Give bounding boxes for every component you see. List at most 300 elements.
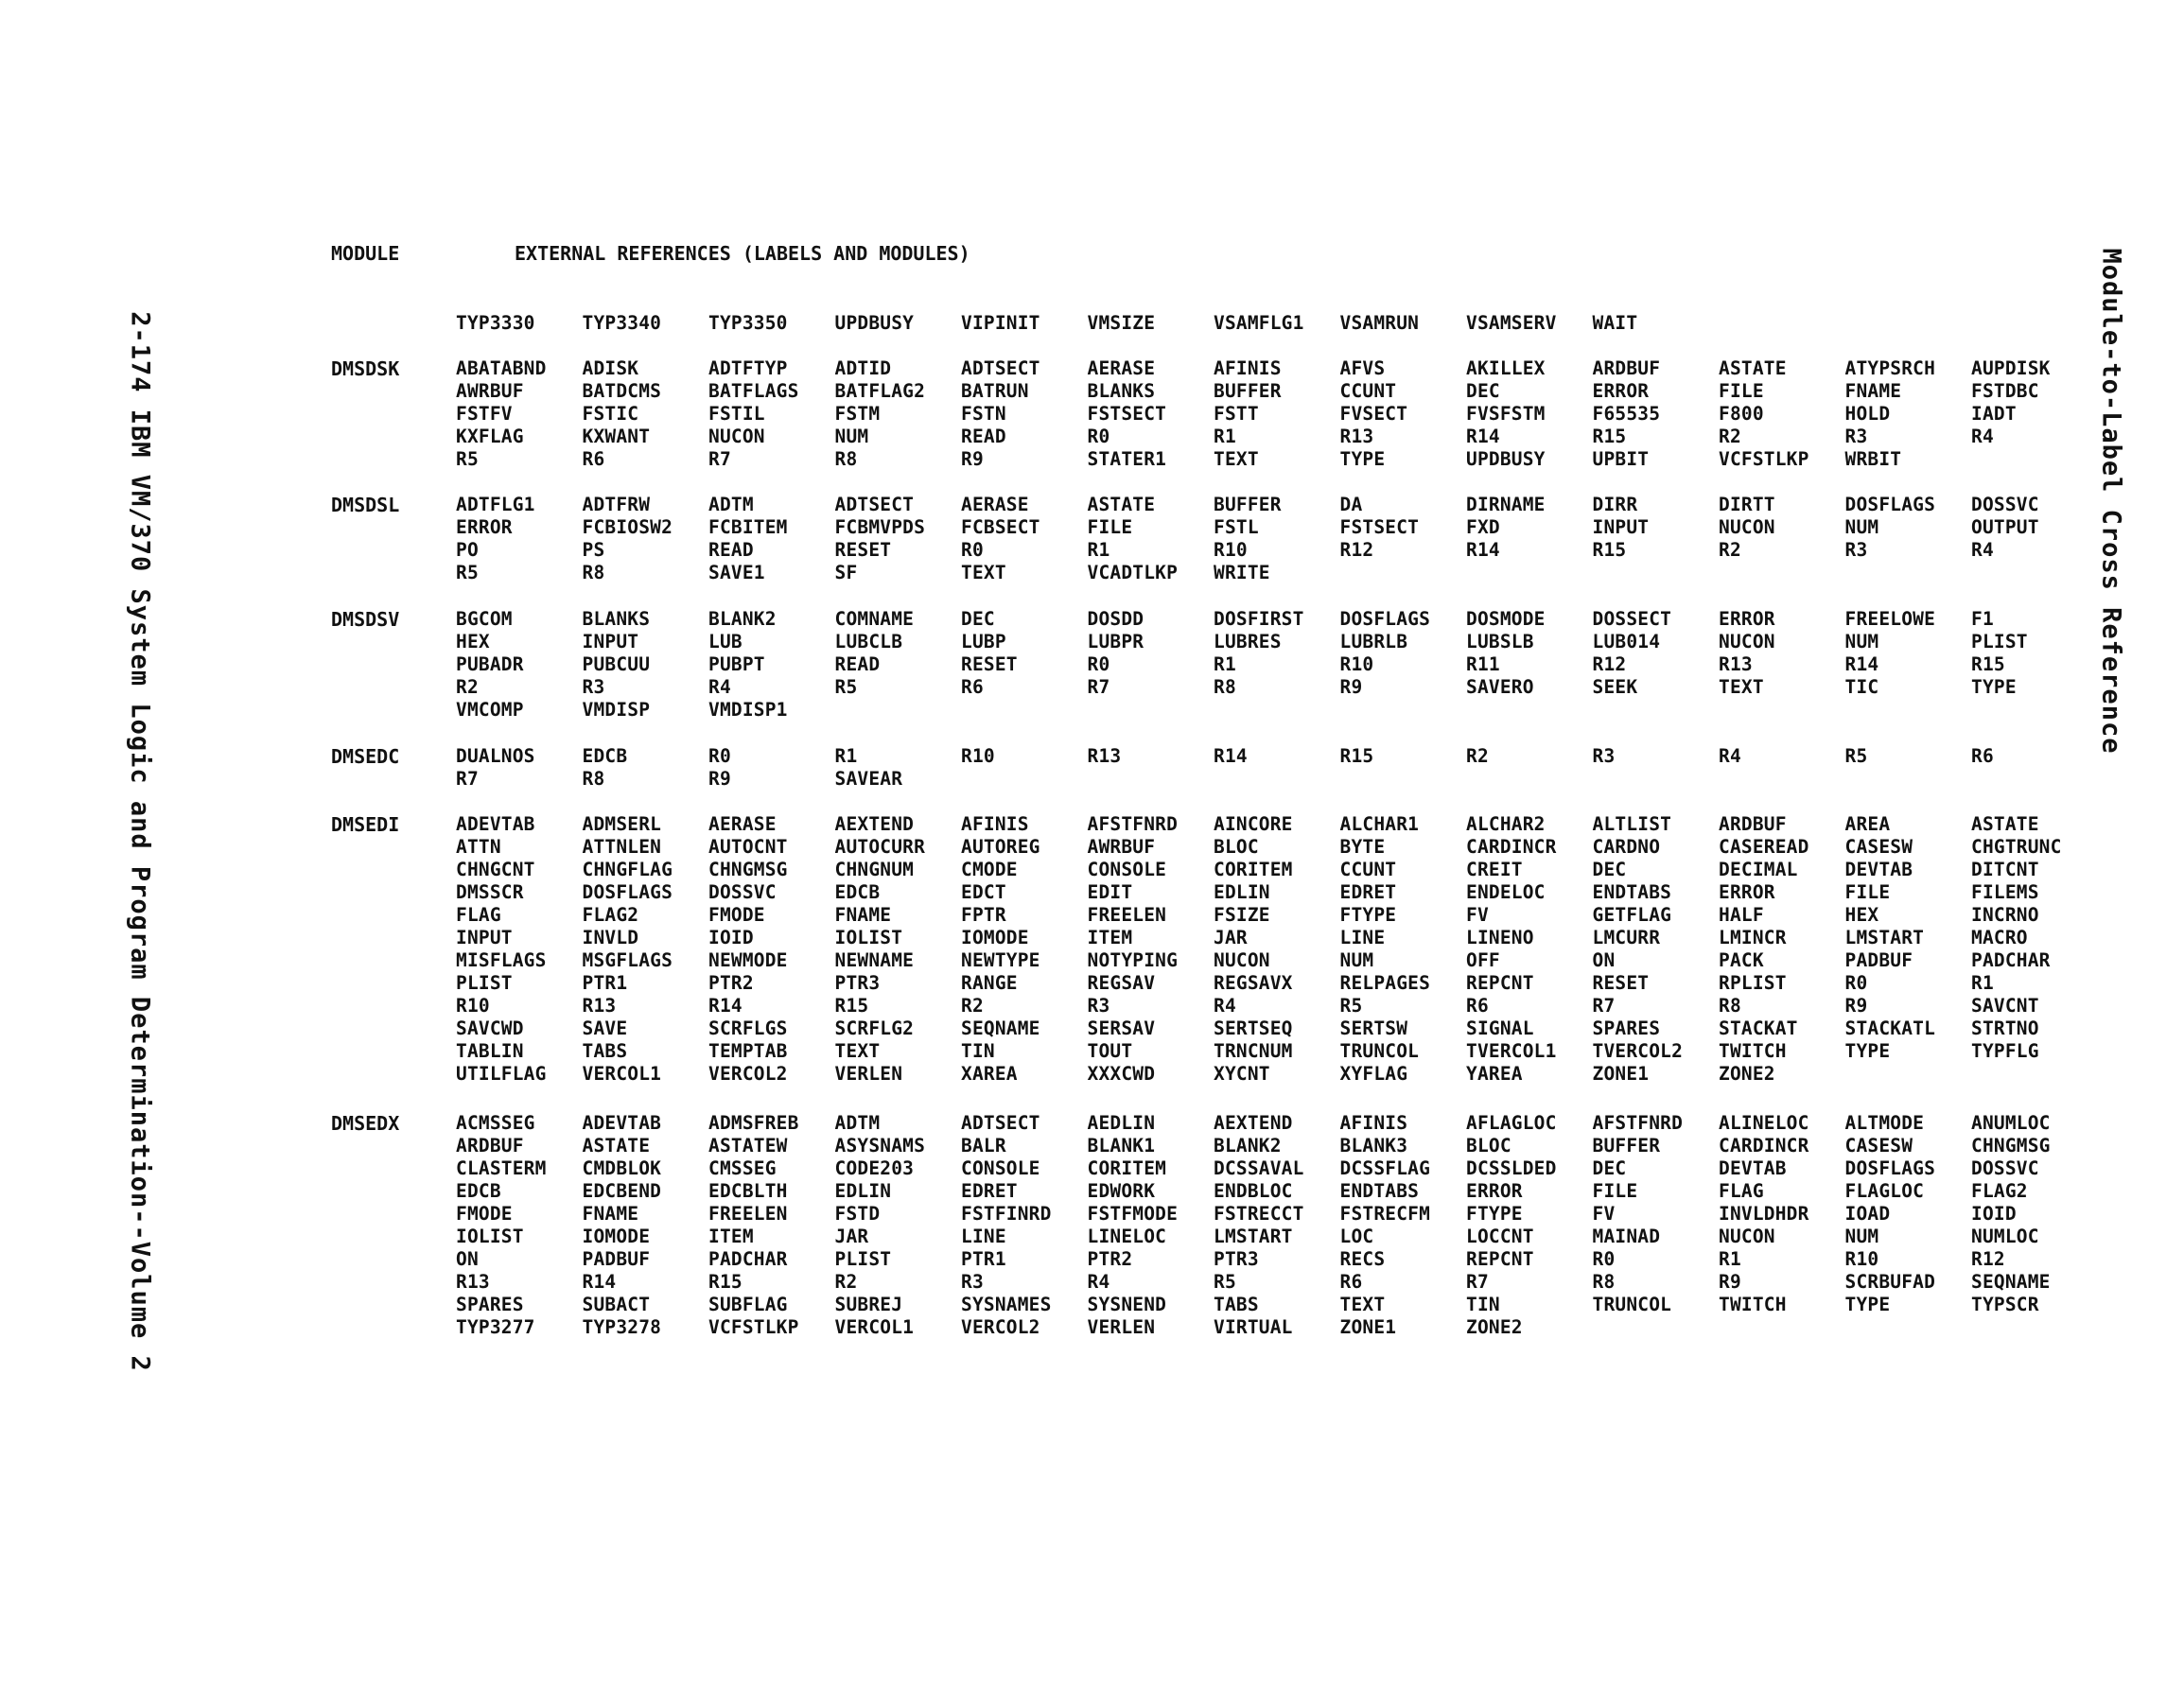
reference-label: SUBACT [582,1294,651,1315]
reference-label: FSTFINRD [961,1203,1052,1225]
reference-label: ADEVTAB [582,1112,662,1134]
reference-label: TEMPTAB [708,1040,788,1062]
reference-grid [456,357,2098,471]
reference-label: R9 [1719,1271,1741,1293]
reference-label: SCRBUFAD [1844,1271,1936,1293]
reference-label: R0 [1087,426,1110,447]
reference-label: TYPE [1844,1294,1891,1315]
reference-label: SAVE [582,1017,628,1039]
reference-label: TRUNCOL [1592,1294,1672,1315]
reference-label: FTYPE [1466,1203,1523,1225]
reference-label: R9 [708,768,731,790]
reference-label: ALCHAR2 [1466,813,1546,835]
reference-label: R7 [708,448,731,470]
reference-label: ADMSFREB [708,1112,799,1134]
reference-label: DIRTT [1719,494,1775,515]
reference-label: TYPE [1844,1040,1891,1062]
reference-label: R4 [1971,426,1994,447]
reference-label: R8 [834,448,858,470]
reference-label: INVLD [582,927,639,948]
reference-label: BUFFER [1214,494,1282,515]
reference-label: SF [834,562,858,583]
reference-label: ASYSNAMS [834,1135,926,1157]
reference-label: SPARES [1592,1017,1661,1039]
reference-label: FLAG2 [1971,1180,2028,1202]
reference-label: R14 [1466,426,1500,447]
reference-label: R13 [1719,653,1753,675]
reference-label: ATTN [456,836,501,858]
reference-label: R8 [1592,1271,1616,1293]
reference-label: TIN [1466,1294,1500,1315]
reference-label: IOID [1971,1203,2017,1225]
reference-label: ZONE1 [1592,1063,1650,1085]
reference-label: AFINIS [1214,357,1282,379]
reference-label: LINE [1339,927,1386,948]
reference-label: AEDLIN [1087,1112,1156,1134]
reference-label: YAREA [1466,1063,1523,1085]
reference-label: AFINIS [1339,1112,1408,1134]
reference-label: SYSNAMES [961,1294,1052,1315]
reference-label: R15 [1339,745,1374,767]
reference-label: VCFSTLKP [1719,448,1809,470]
reference-label: CASESW [1844,836,1913,858]
reference-label: NUCON [1719,1226,1775,1247]
reference-label: EDRET [961,1180,1018,1202]
reference-label: NUM [1844,516,1879,538]
reference-label: LOCCNT [1466,1226,1534,1247]
reference-label: FSTRECCT [1214,1203,1304,1225]
reference-label: FSTIC [582,403,639,425]
reference-label: DCSSFLAG [1339,1157,1431,1179]
reference-label: ZONE1 [1339,1316,1397,1338]
reference-label: R8 [1214,676,1236,698]
reference-label: VIRTUAL [1214,1316,1293,1338]
reference-label: WRBIT [1844,448,1902,470]
reference-label: FV [1592,1203,1616,1225]
reference-label: CONSOLE [961,1157,1040,1179]
reference-label: INPUT [456,927,513,948]
reference-label: FREELOWE [1844,608,1936,630]
reference-label: R6 [1339,1271,1363,1293]
reference-label: LINELOC [1087,1226,1167,1247]
reference-label: VSAMFLG1 [1214,312,1304,334]
reference-label: NUCON [1719,631,1775,652]
reference-label: IOMODE [582,1226,651,1247]
reference-label: DOSFLAGS [1844,494,1936,515]
reference-label: R14 [708,995,743,1017]
reference-label: FSTRECFM [1339,1203,1431,1225]
reference-grid [456,1112,2098,1339]
reference-label: LUBSLB [1466,631,1534,652]
reference-label: MSGFLAGS [582,949,673,971]
reference-label: R5 [456,562,479,583]
reference-label: EDCBEND [582,1180,662,1202]
reference-label: LUBPR [1087,631,1144,652]
reference-label: R5 [834,676,858,698]
reference-label: RANGE [961,972,1018,994]
reference-label: ERROR [1466,1180,1523,1202]
reference-label: ALTLIST [1592,813,1672,835]
reference-label: INPUT [1592,516,1650,538]
reference-label: FSTD [834,1203,881,1225]
reference-label: ABATABND [456,357,547,379]
reference-label: BLANK1 [1087,1135,1156,1157]
reference-label: ARDBUF [1592,357,1661,379]
reference-label: DOSSVC [1971,494,2039,515]
reference-label: DOSDD [1087,608,1144,630]
module-column-header: MODULE [331,242,400,265]
reference-label: BLOC [1466,1135,1511,1157]
reference-label: LINENO [1466,927,1534,948]
reference-label: AERASE [708,813,777,835]
reference-label: DCSSLDED [1466,1157,1557,1179]
reference-label: PUBCUU [582,653,651,675]
reference-label: BLANK3 [1339,1135,1408,1157]
reference-label: INVLDHDR [1719,1203,1809,1225]
reference-label: ADTFRW [582,494,651,515]
reference-label: R3 [1844,539,1868,561]
reference-label: LUB014 [1592,631,1661,652]
reference-label: SCRFLGS [708,1017,788,1039]
reference-label: R1 [1087,539,1110,561]
reference-label: FILE [1592,1180,1638,1202]
reference-label: AREA [1844,813,1891,835]
reference-label: R2 [1719,539,1741,561]
reference-label: VERCOL2 [708,1063,788,1085]
reference-label: VERCOL2 [961,1316,1040,1338]
reference-label: PTR2 [708,972,754,994]
reference-label: INCRNO [1971,904,2039,926]
reference-label: IOID [708,927,754,948]
reference-label: R10 [456,995,490,1017]
reference-label: CLASTERM [456,1157,547,1179]
reference-label: AUPDISK [1971,357,2051,379]
reference-label: ADISK [582,357,639,379]
reference-label: DUALNOS [456,745,535,767]
reference-label: READ [708,539,754,561]
reference-label: ERROR [1592,380,1650,402]
reference-label: IOAD [1844,1203,1891,1225]
reference-label: R8 [582,768,605,790]
reference-label: ASTATEW [708,1135,788,1157]
reference-label: KXFLAG [456,426,524,447]
reference-label: FILE [1844,881,1891,903]
reference-label: KXWANT [582,426,651,447]
reference-label: TYPFLG [1971,1040,2039,1062]
reference-label: R2 [1466,745,1489,767]
reference-label: FVSFSTM [1466,403,1546,425]
reference-label: R13 [1087,745,1122,767]
reference-label: PLIST [456,972,513,994]
reference-label: CMSSEG [708,1157,777,1179]
reference-label: NUCON [708,426,765,447]
reference-label: FNAME [834,904,892,926]
reference-label: STACKAT [1719,1017,1798,1039]
reference-label: DOSSECT [1592,608,1672,630]
reference-label: RESET [834,539,892,561]
reference-label: DOSFLAGS [1339,608,1431,630]
reference-label: F1 [1971,608,1994,630]
reference-label: TABS [582,1040,628,1062]
reference-label: BLOC [1214,836,1259,858]
reference-grid [456,494,2098,584]
reference-label: DCSSAVAL [1214,1157,1304,1179]
reference-label: FCBITEM [708,516,788,538]
reference-label: DEVTAB [1719,1157,1787,1179]
reference-label: IOMODE [961,927,1029,948]
reference-label: PS [582,539,605,561]
reference-label: FNAME [1844,380,1902,402]
reference-label: LUBCLB [834,631,903,652]
reference-label: REPCNT [1466,1248,1534,1270]
reference-label: VCADTLKP [1087,562,1179,583]
reference-label: IOLIST [834,927,903,948]
reference-label: ADTM [708,494,754,515]
reference-label: R12 [1971,1248,2005,1270]
reference-label: DEC [1592,1157,1627,1179]
reference-label: EDLIN [1214,881,1270,903]
reference-label: VERCOL1 [834,1316,915,1338]
reference-label: SERTSW [1339,1017,1408,1039]
reference-label: R10 [961,745,995,767]
reference-label: LMCURR [1592,927,1661,948]
reference-label: DOSSVC [708,881,777,903]
reference-label: DOSFLAGS [1844,1157,1936,1179]
reference-label: FTYPE [1339,904,1397,926]
reference-label: R15 [708,1271,743,1293]
reference-label: MAINAD [1592,1226,1661,1247]
reference-label: CASESW [1844,1135,1913,1157]
reference-label: FCBIOSW2 [582,516,673,538]
page-side-title: 2-174 IBM VM/370 System Logic and Program Determination--Volume 2 [125,311,155,1372]
reference-label: FSIZE [1214,904,1270,926]
reference-label: AFLAGLOC [1466,1112,1557,1134]
reference-label: ATTNLEN [582,836,662,858]
reference-label: BATDCMS [582,380,662,402]
reference-label: REGSAV [1087,972,1156,994]
reference-label: VMDISP1 [708,699,788,721]
reference-grid [456,608,2098,722]
reference-label: ATYPSRCH [1844,357,1936,379]
reference-label: BLANK2 [708,608,777,630]
section-side-title: Module-to-Label Cross Reference [2096,248,2126,755]
reference-label: TYP3350 [708,312,788,334]
reference-label: AWRBUF [456,380,524,402]
reference-label: ADMSERL [582,813,662,835]
reference-label: DECIMAL [1719,859,1798,880]
module-name: DMSEDX [331,1112,400,1135]
reference-label: ERROR [1719,608,1775,630]
reference-label: R4 [1719,745,1741,767]
reference-label: R10 [1844,1248,1879,1270]
reference-label: VSAMRUN [1339,312,1420,334]
reference-label: PUBPT [708,653,765,675]
reference-label: R4 [708,676,731,698]
module-name: DMSDSV [331,608,400,631]
reference-label: ARDBUF [1719,813,1787,835]
reference-label: SAVE1 [708,562,765,583]
reference-label: ENDTABS [1592,881,1672,903]
reference-label: FPTR [961,904,1006,926]
reference-label: TABS [1214,1294,1259,1315]
reference-label: XYFLAG [1339,1063,1408,1085]
reference-label: AUTOREG [961,836,1040,858]
reference-label: R14 [1844,653,1879,675]
reference-label: R12 [1339,539,1374,561]
reference-label: ADTFLG1 [456,494,535,515]
reference-label: R15 [1971,653,2005,675]
reference-label: ASTATE [1719,357,1787,379]
reference-label: PTR1 [961,1248,1006,1270]
reference-label: R3 [1087,995,1110,1017]
reference-label: R1 [1214,426,1236,447]
reference-label: R0 [1087,653,1110,675]
reference-label: NUCON [1719,516,1775,538]
reference-label: ADTSECT [834,494,915,515]
reference-label: AINCORE [1214,813,1293,835]
reference-label: HALF [1719,904,1764,926]
reference-label: LMSTART [1214,1226,1293,1247]
reference-label: FREELEN [708,1203,788,1225]
reference-label: R1 [834,745,858,767]
reference-label: DMSSCR [456,881,524,903]
reference-label: CMDBLOK [582,1157,662,1179]
reference-label: AERASE [1087,357,1156,379]
reference-label: BATFLAGS [708,380,799,402]
reference-label: AFVS [1339,357,1386,379]
reference-label: TWITCH [1719,1040,1787,1062]
reference-label: ADTID [834,357,892,379]
reference-label: ADTM [834,1112,881,1134]
reference-label: FSTIL [708,403,765,425]
reference-label: SAVCWD [456,1017,524,1039]
reference-label: RECS [1339,1248,1386,1270]
reference-label: SYSNEND [1087,1294,1167,1315]
reference-label: ITEM [708,1226,754,1247]
reference-label: ZONE2 [1466,1316,1523,1338]
reference-label: ANUMLOC [1971,1112,2051,1134]
reference-label: SCRFLG2 [834,1017,915,1039]
reference-label: R14 [1214,745,1248,767]
reference-label: DIRR [1592,494,1638,515]
reference-grid [456,813,2098,1086]
reference-label: AFINIS [961,813,1029,835]
module-name: DMSDSL [331,494,400,516]
reference-label: CARDNO [1592,836,1661,858]
reference-label: ENDBLOC [1214,1180,1293,1202]
reference-label: R1 [1971,972,1994,994]
reference-label: ALINELOC [1719,1112,1809,1134]
reference-label: UPDBUSY [1466,448,1546,470]
reference-label: EDIT [1087,881,1133,903]
reference-label: DEC [1592,859,1627,880]
reference-label: SUBFLAG [708,1294,788,1315]
reference-label: EDCT [961,881,1006,903]
reference-label: TEXT [1719,676,1764,698]
reference-label: BYTE [1339,836,1386,858]
reference-label: TEXT [834,1040,881,1062]
reference-label: R10 [1339,653,1374,675]
reference-label: LUBP [961,631,1006,652]
reference-label: FNAME [582,1203,639,1225]
reference-label: AFSTFNRD [1087,813,1179,835]
reference-label: FSTL [1214,516,1259,538]
reference-label: R5 [456,448,479,470]
reference-label: R5 [1214,1271,1236,1293]
module-name: DMSDSK [331,357,400,380]
reference-label: VERLEN [834,1063,903,1085]
reference-label: BUFFER [1592,1135,1661,1157]
reference-label: FLAG2 [582,904,639,926]
reference-label: TYP3278 [582,1316,662,1338]
reference-label: EDCBLTH [708,1180,788,1202]
reference-label: ARDBUF [456,1135,524,1157]
reference-label: VMSIZE [1087,312,1156,334]
reference-label: NOTYPING [1087,949,1179,971]
reference-label: ALTMODE [1844,1112,1925,1134]
reference-label: FVSECT [1339,403,1408,425]
reference-label: XXXCWD [1087,1063,1156,1085]
reference-label: BGCOM [456,608,513,630]
reference-label: CHNGNUM [834,859,915,880]
reference-label: PTR3 [1214,1248,1259,1270]
reference-label: BALR [961,1135,1006,1157]
reference-label: TVERCOL2 [1592,1040,1684,1062]
reference-label: EDRET [1339,881,1397,903]
reference-label: TYPE [1971,676,2017,698]
reference-label: DOSFIRST [1214,608,1304,630]
reference-label: PLIST [834,1248,892,1270]
reference-label: TRNCNUM [1214,1040,1293,1062]
reference-label: PUBADR [456,653,524,675]
reference-label: F800 [1719,403,1764,425]
reference-label: UPBIT [1592,448,1650,470]
reference-label: R4 [1971,539,1994,561]
reference-label: FLAGLOC [1844,1180,1925,1202]
reference-label: BATRUN [961,380,1029,402]
reference-label: ACMSSEG [456,1112,535,1134]
reference-label: R7 [456,768,479,790]
reference-label: R8 [1719,995,1741,1017]
reference-label: AUTOCNT [708,836,788,858]
reference-label: FLAG [456,904,501,926]
reference-label: R4 [1087,1271,1110,1293]
reference-label: JAR [834,1226,869,1247]
reference-label: SUBREJ [834,1294,903,1315]
reference-label: TABLIN [456,1040,524,1062]
reference-label: SEQNAME [1971,1271,2051,1293]
reference-label: CODE203 [834,1157,915,1179]
reference-label: LUBRLB [1339,631,1408,652]
reference-label: CCUNT [1339,859,1397,880]
reference-label: PLIST [1971,631,2028,652]
reference-label: TYPSCR [1971,1294,2039,1315]
reference-label: DOSMODE [1466,608,1546,630]
reference-label: AEXTEND [834,813,915,835]
reference-label: LMINCR [1719,927,1787,948]
reference-label: NUM [1844,631,1879,652]
reference-label: FXD [1466,516,1500,538]
reference-label: R13 [456,1271,490,1293]
reference-label: VMDISP [582,699,651,721]
reference-label: ENDTABS [1339,1180,1420,1202]
reference-label: R13 [582,995,617,1017]
reference-label: DEC [1466,380,1500,402]
reference-label: FILE [1719,380,1764,402]
reference-label: TWITCH [1719,1294,1787,1315]
reference-label: LMSTART [1844,927,1925,948]
reference-label: ON [1592,949,1616,971]
